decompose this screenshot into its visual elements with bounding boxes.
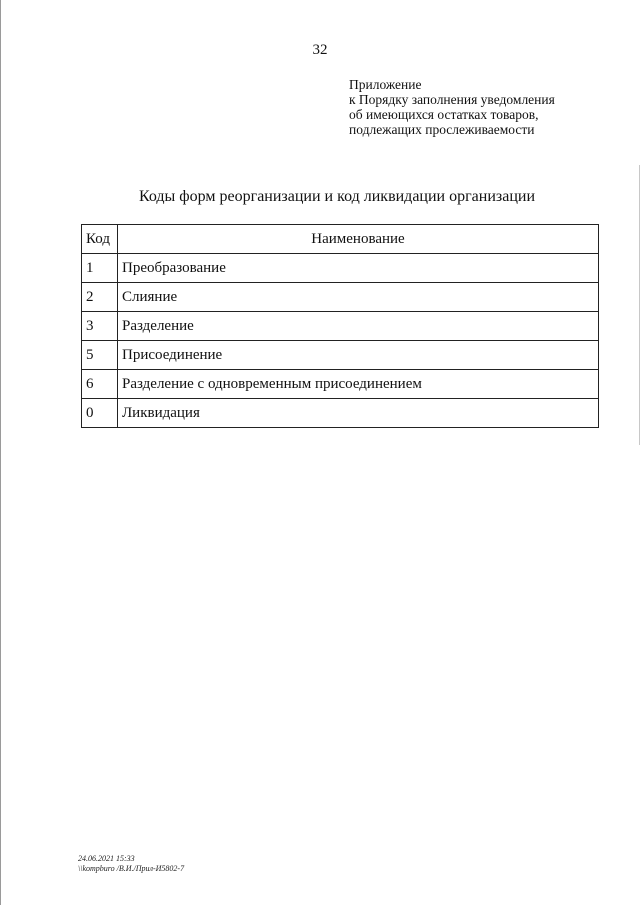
appendix-line: об имеющихся остатках товаров, (349, 107, 539, 122)
cell-name: Разделение (118, 312, 599, 341)
cell-code: 0 (82, 399, 118, 428)
footer-file-path: \\kompburo /В.И./Прил-И5802-7 (78, 864, 185, 873)
table-row (82, 399, 599, 428)
cell-name: Присоединение (118, 341, 599, 370)
footer-timestamp: 24.06.2021 15:33 (78, 854, 135, 863)
page-number: 32 (312, 42, 328, 58)
appendix-line: подлежащих прослеживаемости (349, 122, 535, 137)
header-code: Код (82, 225, 118, 254)
appendix-block (349, 77, 555, 137)
table-row (82, 370, 599, 399)
table-row (82, 283, 599, 312)
appendix-line: Приложение (349, 77, 422, 92)
footer-stamp (78, 854, 184, 874)
cell-code: 1 (82, 254, 118, 283)
codes-table (81, 224, 599, 428)
header-name: Наименование (118, 225, 599, 254)
cell-code: 2 (82, 283, 118, 312)
document-title: Коды форм реорганизации и код ликвидации организации (138, 188, 536, 205)
cell-name: Ликвидация (118, 399, 599, 428)
table-row (82, 312, 599, 341)
appendix-line: к Порядку заполнения уведомления (349, 92, 555, 107)
table-row (82, 254, 599, 283)
cell-name: Слияние (118, 283, 599, 312)
cell-code: 3 (82, 312, 118, 341)
cell-name: Преобразование (118, 254, 599, 283)
cell-code: 5 (82, 341, 118, 370)
cell-code: 6 (82, 370, 118, 399)
cell-name: Разделение с одновременным присоединением (118, 370, 599, 399)
table-header-row (82, 225, 599, 254)
scan-left-edge (0, 0, 1, 905)
table-row (82, 341, 599, 370)
